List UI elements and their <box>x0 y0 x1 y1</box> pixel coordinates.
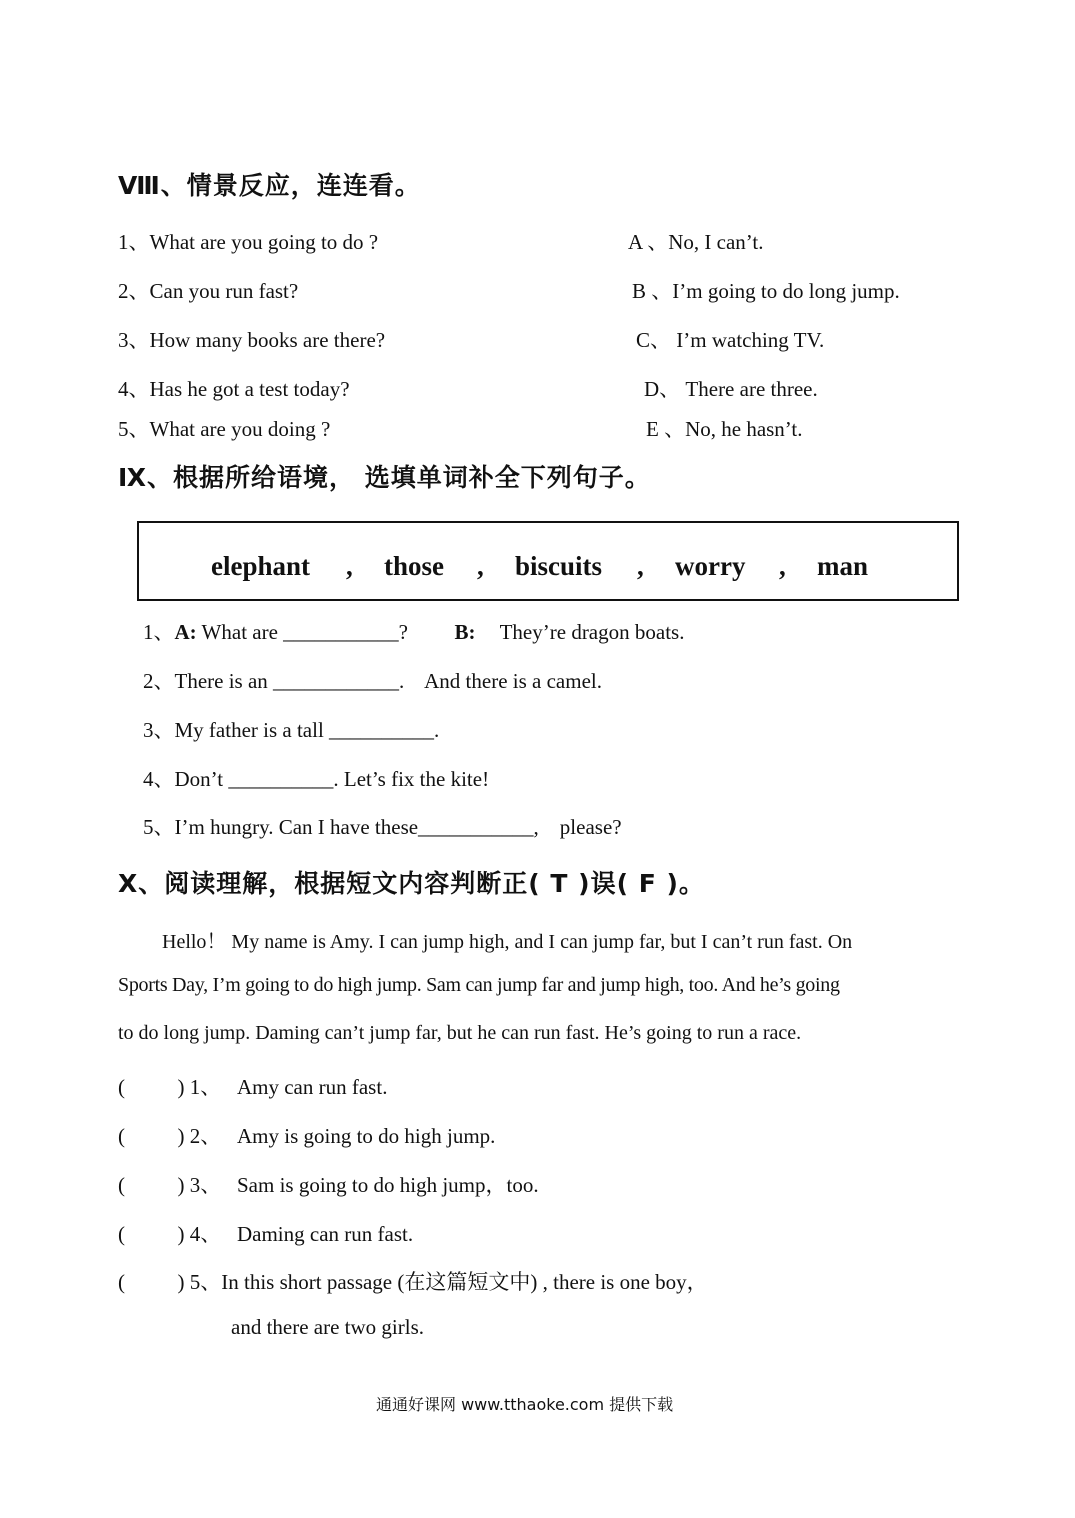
match-question-3: 3、How many books are there? <box>118 328 386 352</box>
passage-line-3: to do long jump. Daming can’t jump far, but he can run fast. He’s going to run a race. <box>118 1022 802 1044</box>
judge-item-2: ( ) 2、 Amy is going to do high jump. <box>118 1124 496 1148</box>
match-answer-b: B 、I’m going to do long jump. <box>632 279 900 303</box>
sentence-number: 1、 <box>143 620 175 644</box>
judge-item-5: ( ) 5、In this short passage (在这篇短文中) , there is one boy， <box>118 1270 708 1294</box>
passage-line-2: Sports Day, I’m going to do high jump. Sam can jump far and jump high, too. And he’s going <box>118 974 840 996</box>
fill-sentence-2: 2、There is an ____________. And there is a camel. <box>143 669 602 693</box>
passage-line-1: Hello！ My name is Amy. I can jump high, and I can jump far, but I can’t run fast. On <box>162 931 853 953</box>
match-question-4: 4、Has he got a test today? <box>118 377 350 401</box>
judge-item-4: ( ) 4、 Daming can run fast. <box>118 1222 414 1246</box>
fill-sentence-3: 3、My father is a tall __________. <box>143 718 440 742</box>
word-those: those <box>384 551 444 581</box>
fill-sentence-5: 5、I’m hungry. Can I have these___________, please? <box>143 815 622 839</box>
word-bank-box <box>137 521 959 601</box>
section-9-title: Ⅸ、根据所给语境， 选填单词补全下列句子。 <box>118 463 651 492</box>
word-elephant: elephant <box>211 551 311 581</box>
fill-sentence-4: 4、Don’t __________. Let’s fix the kite! <box>143 767 490 791</box>
fill-sentence-1 <box>143 616 684 646</box>
section-8-title: Ⅷ、情景反应，连连看。 <box>118 171 421 200</box>
judge-item-5-continued: and there are two girls. <box>231 1315 425 1339</box>
match-question-5: 5、What are you doing ? <box>118 417 331 441</box>
match-answer-a: A 、No, I can’t. <box>628 230 764 254</box>
word-separator: , <box>779 551 786 581</box>
speaker-a-label: A: <box>174 620 197 644</box>
footer-download-note: 通通好课网 www.tthaoke.com 提供下载 <box>376 1395 674 1414</box>
word-worry: worry <box>675 551 746 581</box>
speaker-a-text: What are ___________? <box>201 620 408 644</box>
word-separator: , <box>637 551 644 581</box>
judge-item-1: ( ) 1、 Amy can run fast. <box>118 1075 388 1099</box>
judge-item-3: ( ) 3、 Sam is going to do high jump，too. <box>118 1173 539 1197</box>
word-man: man <box>817 551 869 581</box>
speaker-b-label: B: <box>454 620 476 644</box>
match-answer-d: D、 There are three. <box>644 377 818 401</box>
speaker-b-text: They’re dragon boats. <box>499 620 685 644</box>
word-separator: , <box>477 551 484 581</box>
match-answer-e: E 、No, he hasn’t. <box>646 417 803 441</box>
section-10-title: Ⅹ、阅读理解，根据短文内容判断正( T )误( F )。 <box>118 869 705 898</box>
match-question-2: 2、Can you run fast? <box>118 279 299 303</box>
match-answer-c: C、 I’m watching TV. <box>636 328 825 352</box>
word-biscuits: biscuits <box>515 551 603 581</box>
word-separator: , <box>346 551 353 581</box>
match-question-1: 1、What are you going to do ? <box>118 230 379 254</box>
